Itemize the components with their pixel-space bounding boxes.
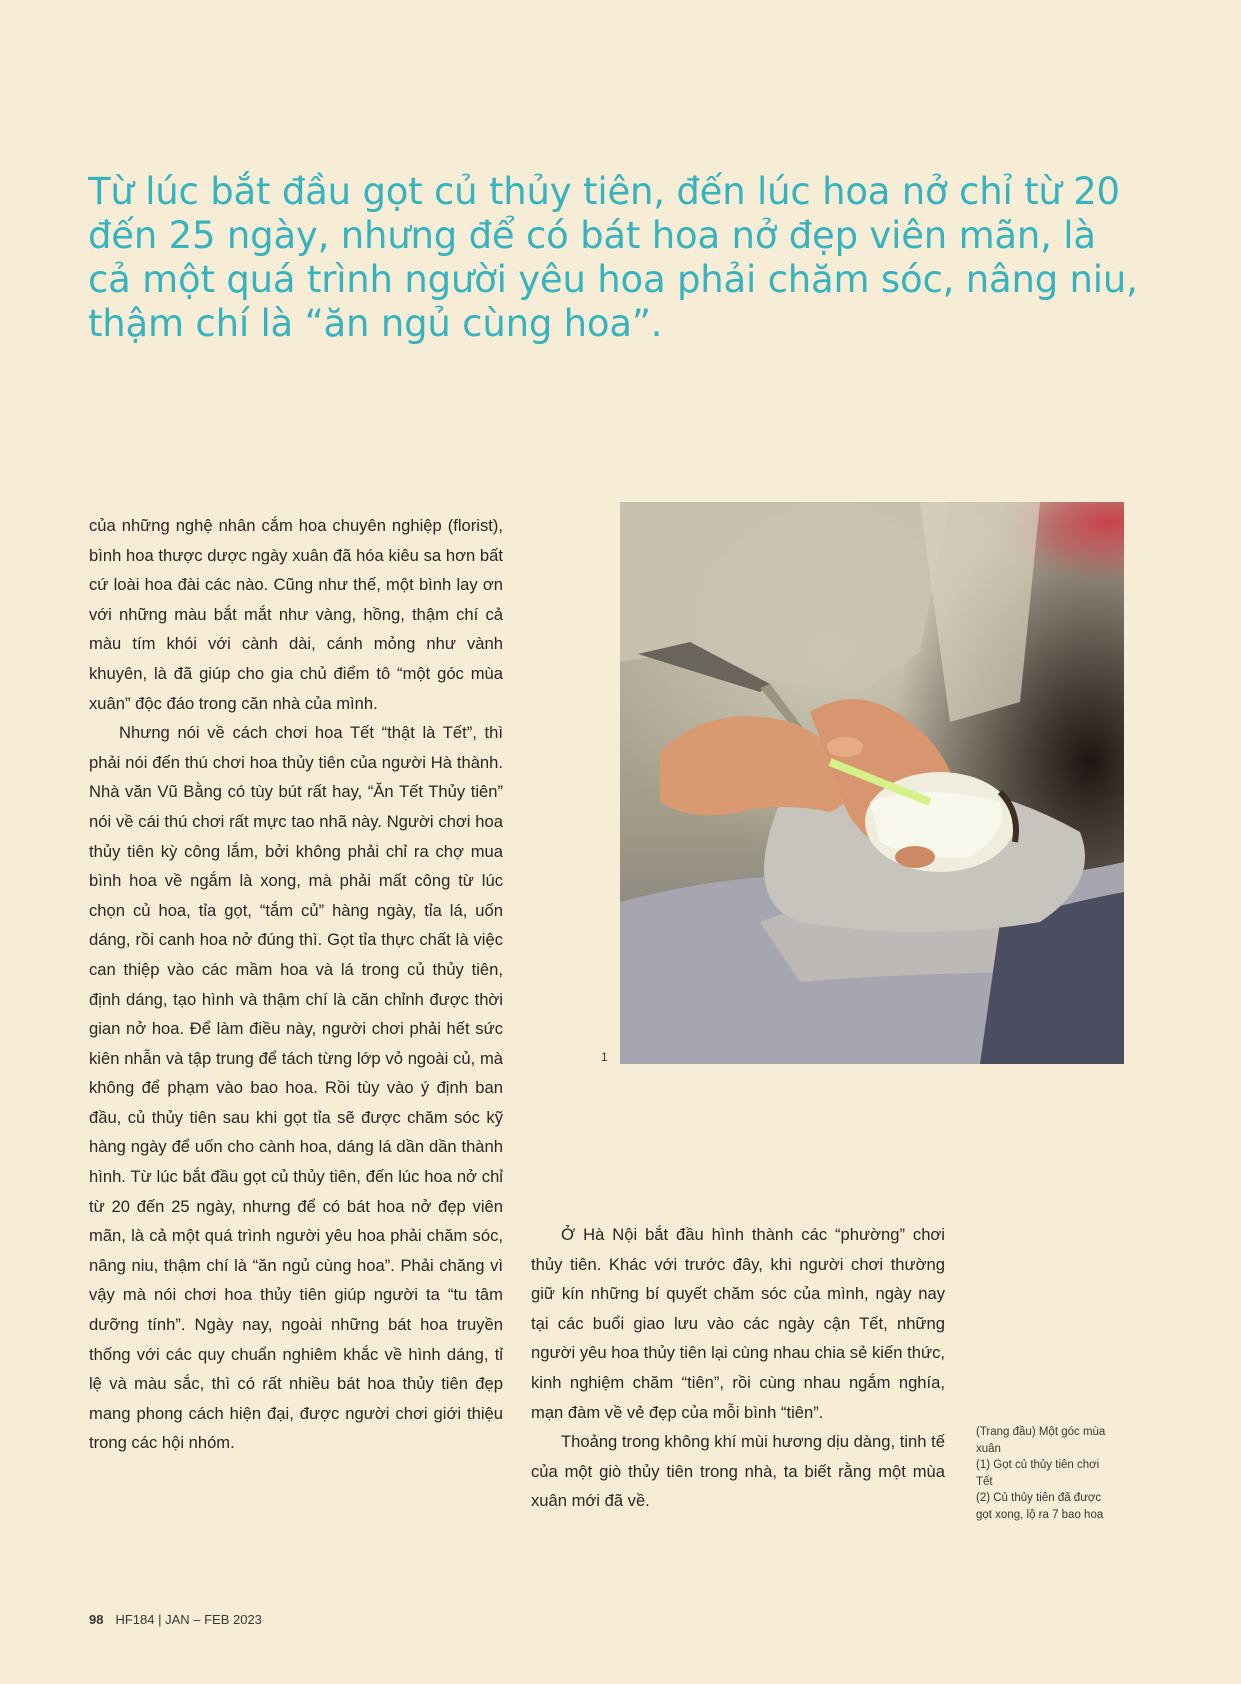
caption-line-1: (Trang đầu) Một góc mùa xuân (976, 1426, 1106, 1455)
caption-line-3: (2) Củ thủy tiên đã được gọt xong, lộ ra 7 bao hoa (976, 1492, 1104, 1521)
photo-illustration (620, 502, 1124, 1064)
page-footer (89, 1612, 262, 1627)
page-number: 98 (89, 1612, 104, 1627)
photo-number: 1 (601, 1050, 608, 1064)
pull-quote: Từ lúc bắt đầu gọt củ thủy tiên, đến lúc hoa nở chỉ từ 20 đến 25 ngày, nhưng để có bát hoa nở đẹp viên mãn, là cả một quá trình người yêu hoa phải chăm sóc, nâng niu, thậm chí là “ăn ngủ cùng hoa”. (88, 170, 1138, 345)
photo-caption (976, 1424, 1106, 1524)
photo-hands-carving-bulb (620, 502, 1124, 1064)
left-paragraph-2: Nhưng nói về cách chơi hoa Tết “thật là Tết”, thì phải nói đến thú chơi hoa thủy tiên của người Hà thành. Nhà văn Vũ Bằng có tùy bút rất hay, “Ăn Tết Thủy tiên” nói về cái thú chơi rất mực tao nhã này. Người chơi hoa thủy tiên kỳ công lắm, bởi không phải chỉ ra chợ mua bình hoa về ngắm là xong, mà phải mất công từ lúc chọn củ hoa, tỉa gọt, “tắm củ” hàng ngày, tỉa lá, uốn dáng, rồi canh hoa nở đúng thì. Gọt tỉa thực chất là việc can thiệp vào các mầm hoa và lá trong củ thủy tiên, định dáng, tạo hình và thậm chí là căn chỉnh được thời gian nở hoa. Để làm điều này, người chơi phải hết sức kiên nhẫn và tập trung để tách từng lớp vỏ ngoài củ, mà không để phạm vào bao hoa. Rồi tùy vào ý định ban đầu, củ thủy tiên sau khi gọt tỉa sẽ được chăm sóc kỹ hàng ngày để uốn cho cành hoa, dáng lá dần dần thành hình. Từ lúc bắt đầu gọt củ thủy tiên, đến lúc hoa nở chỉ từ 20 đến 25 ngày, nhưng để có bát hoa nở đẹp viên mãn, là cả một quá trình người yêu hoa phải chăm sóc, nâng niu, thậm chí là “ăn ngủ cùng hoa”. Phải chăng vì vậy mà nói chơi hoa thủy tiên giúp người ta “tu tâm dưỡng tính”. Ngày nay, ngoài những bát hoa truyền thống với các quy chuẩn nghiêm khắc về hình dáng, tỉ lệ và màu sắc, thì có rất nhiều bát hoa thủy tiên đẹp mang phong cách hiện đại, được người chơi giới thiệu trong các hội nhóm. (89, 723, 503, 1453)
left-paragraph-1: của những nghệ nhân cắm hoa chuyên nghiệp (florist), bình hoa thược dược ngày xuân đã hóa kiêu sa hơn bất cứ loài hoa đài các nào. Cũng như thế, một bình lay ơn với những màu bắt mắt như vàng, hồng, thậm chí cả màu tím khói với cành dài, cánh mỏng như vành khuyên, là đã giúp cho gia chủ điểm tô “một góc mùa xuân” độc đáo trong căn nhà của mình. (89, 516, 503, 713)
right-text-column (531, 1220, 945, 1516)
right-paragraph-1: Ở Hà Nội bắt đầu hình thành các “phường” chơi thủy tiên. Khác với trước đây, khi người chơi thường giữ kín những bí quyết chăm sóc của mình, ngày nay tại các buổi giao lưu vào các ngày cận Tết, những người yêu hoa thủy tiên lại cùng nhau chia sẻ kiến thức, kinh nghiệm chăm “tiên”, rồi cùng nhau ngắm nghía, mạn đàm về vẻ đẹp của mỗi bình “tiên”. (531, 1225, 945, 1422)
left-text-column (89, 511, 503, 1458)
caption-line-2: (1) Gọt củ thủy tiên chơi Tết (976, 1459, 1100, 1488)
right-paragraph-2: Thoảng trong không khí mùi hương dịu dàng, tinh tế của một giò thủy tiên trong nhà, ta biết rằng một mùa xuân mới đã về. (531, 1432, 945, 1511)
issue-label: HF184 | JAN – FEB 2023 (115, 1612, 262, 1627)
